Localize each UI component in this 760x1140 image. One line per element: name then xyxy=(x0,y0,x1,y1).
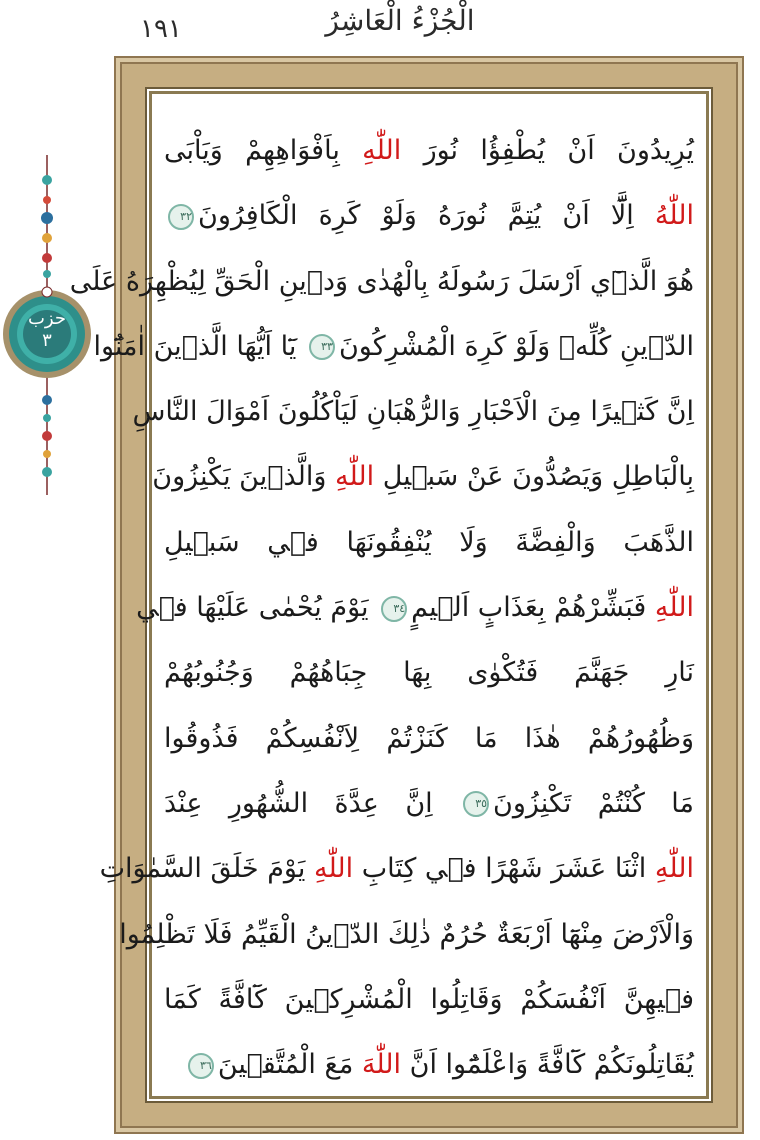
text-run: الذَّهَبَ وَالْفِضَّةَ وَلَا يُنْفِقُونَهَا فٖي سَبٖيلِ xyxy=(164,526,694,558)
verse-text xyxy=(69,118,694,1086)
text-line-15 xyxy=(164,1032,694,1097)
text-run: نَارِ جَهَنَّمَ فَتُكْوٰى بِهَا جِبَاهُهُمْ وَجُنُوبُهُمْ xyxy=(164,657,694,689)
text-run: يُرِيدُونَ اَنْ يُطْفِؤُا نُورَ xyxy=(401,135,694,166)
page-number: ١٩١ xyxy=(140,14,182,44)
hizb-label-word: حزب xyxy=(27,308,66,329)
divine-name: اللّٰهِ xyxy=(362,135,402,166)
hizb-label-number: ٣ xyxy=(42,330,52,351)
text-line-10 xyxy=(164,706,694,771)
text-run: وَالَّذٖينَ يَكْنِزُونَ xyxy=(152,461,335,493)
text-line-5 xyxy=(132,379,694,444)
text-run: اِنَّ عِدَّةَ الشُّهُورِ عِنْدَ xyxy=(164,787,460,819)
page-header xyxy=(0,0,760,56)
text-run: يُقَاتِلُونَكُمْ كَٓافَّةً وَاعْلَمُٓوا اَنَّ xyxy=(401,1049,694,1081)
text-run: وَالْاَرْضَ مِنْهَٓا اَرْبَعَةٌ حُرُمٌ ذٰلِكَ الدّٖينُ الْقَيِّمُ فَلَا تَظْلِمُوا xyxy=(119,918,694,950)
divine-name: اللّٰهَ xyxy=(361,1049,402,1081)
ayah-number-marker: ٣٣ xyxy=(309,334,335,360)
text-line-3 xyxy=(69,249,694,314)
page-frame xyxy=(69,56,744,1134)
text-run: اِلَّٓا اَنْ يُتِمَّ نُورَهُ وَلَوْ كَرِهَ الْكَافِرُونَ xyxy=(198,200,655,232)
divine-name: اللّٰهِ xyxy=(654,592,694,624)
text-run: مَا كُنْتُمْ تَكْنِزُونَ xyxy=(493,787,694,819)
hizb-label xyxy=(14,308,80,352)
juz-title: الْجُزْءُ الْعَاشِرُ xyxy=(325,4,475,37)
ayah-number-marker: ٣٥ xyxy=(463,791,489,817)
text-line-7 xyxy=(164,510,694,575)
text-run: بِالْبَاطِلِ وَيَصُدُّونَ عَنْ سَبٖيلِ xyxy=(374,461,694,493)
text-run: فٖيهِنَّ اَنْفُسَكُمْ وَقَاتِلُوا الْمُشْرِكٖينَ كَٓافَّةً كَمَا xyxy=(164,983,694,1015)
text-run: وَظُهُورُهُمْ هٰذَا مَا كَنَزْتُمْ لِاَنْفُسِكُمْ فَذُوقُوا xyxy=(164,722,694,754)
text-line-14 xyxy=(164,967,694,1032)
hizb-marker xyxy=(0,150,100,500)
ayah-number-marker: ٣٤ xyxy=(381,596,407,622)
text-run: مَعَ الْمُتَّقٖينَ xyxy=(217,1049,362,1081)
text-run: فَبَشِّرْهُمْ بِعَذَابٍ اَلٖيمٍ xyxy=(411,592,655,624)
divine-name: اللّٰهِ xyxy=(334,461,375,493)
text-line-11 xyxy=(164,771,694,836)
text-panel xyxy=(69,91,709,1099)
text-line-4 xyxy=(93,314,694,379)
text-run: هُوَ الَّذٖٓي اَرْسَلَ رَسُولَهُ بِالْهُدٰى وَدٖينِ الْحَقِّ لِيُظْهِرَهُ عَلَى xyxy=(69,265,694,297)
text-line-12 xyxy=(99,836,694,901)
divine-name: اللّٰهِ xyxy=(654,853,694,885)
text-line-2 xyxy=(164,183,694,248)
text-run: بِاَفْوَاهِهِمْ وَيَاْبَى xyxy=(164,135,363,166)
text-run: اِنَّ كَثٖيرًا مِنَ الْاَحْبَارِ وَالرُّهْبَانِ لَيَاْكُلُونَ اَمْوَالَ النَّاسِ xyxy=(132,396,694,428)
divine-name: اللّٰهُ xyxy=(654,200,694,232)
text-run: يَوْمَ خَلَقَ السَّمٰوَاتِ xyxy=(99,853,314,885)
text-line-9 xyxy=(164,640,694,705)
text-line-8 xyxy=(136,575,694,640)
text-line-1 xyxy=(164,118,694,183)
text-run: يَوْمَ يُحْمٰى عَلَيْهَا فٖي xyxy=(136,592,378,624)
text-run: اثْنَا عَشَرَ شَهْرًا فٖي كِتَابِ xyxy=(353,853,655,885)
divine-name: اللّٰهِ xyxy=(313,853,354,885)
ayah-number-marker: ٣٢ xyxy=(168,204,194,230)
text-run: يَٓا اَيُّهَا الَّذٖينَ اٰمَنُٓوا xyxy=(93,330,305,362)
text-run: الدّٖينِ كُلِّهٖ وَلَوْ كَرِهَ الْمُشْرِكُونَ xyxy=(338,330,694,362)
ayah-number-marker: ٣٦ xyxy=(188,1053,214,1079)
text-line-13 xyxy=(119,902,694,967)
text-line-6 xyxy=(152,444,694,509)
